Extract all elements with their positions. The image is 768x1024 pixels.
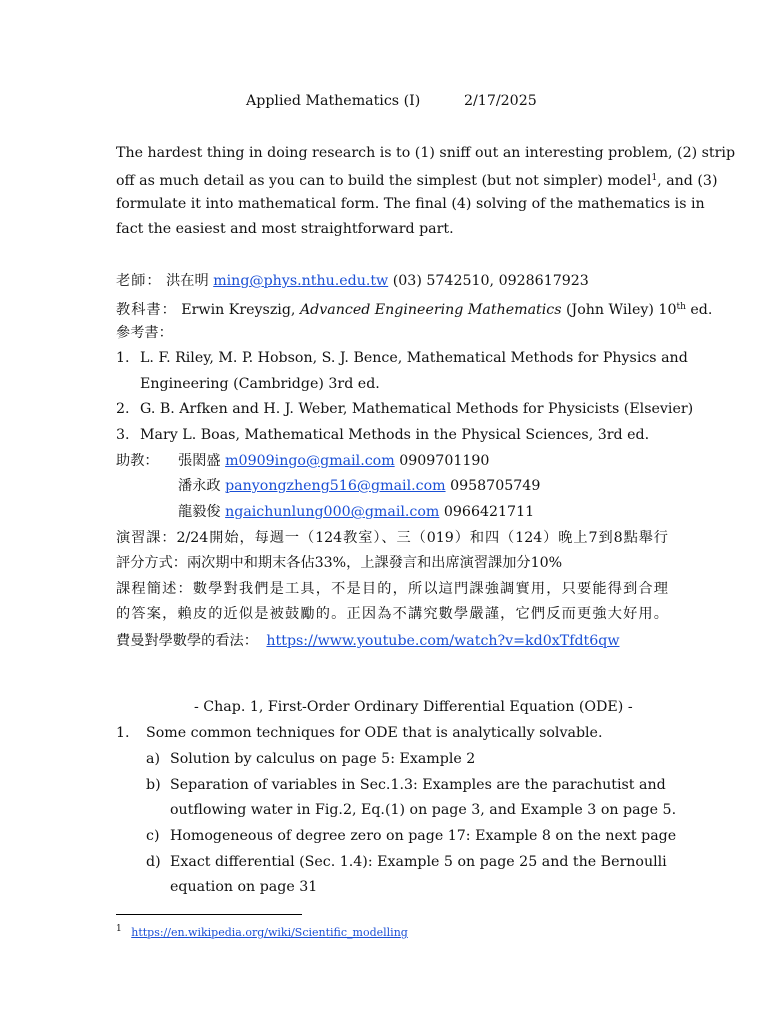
- reference-1-line-1: L. F. Riley, M. P. Hobson, S. J. Bence, Mathematical Methods for Physics and: [140, 350, 688, 366]
- textbook-author: Erwin Kreyszig,: [181, 302, 300, 318]
- course-desc-line-1: 課程簡述：數學對我們是工具，不是目的，所以這門課強調實用，只要能得到合理: [116, 581, 668, 597]
- reference-1-num: 1.: [116, 350, 130, 366]
- grading-line: 評分方式：兩次期中和期末各佔33%，上課發言和出席演習課加分10%: [116, 555, 563, 571]
- doc-date: 2/17/2025: [464, 93, 537, 109]
- textbook-label: 教科書：: [116, 302, 177, 318]
- doc-title: Applied Mathematics (I): [246, 93, 421, 109]
- teacher-phone: (03) 5742510, 0928617923: [392, 273, 589, 289]
- footnote-link[interactable]: https://en.wikipedia.org/wiki/Scientific_modelling: [131, 926, 408, 939]
- chapter-item-1-num: 1.: [116, 725, 130, 741]
- chapter-heading: - Chap. 1, First-Order Ordinary Differential Equation (ODE) -: [194, 699, 633, 715]
- textbook-sup: th: [676, 302, 686, 312]
- subitem-b-label: b): [146, 777, 161, 793]
- footnote: [116, 921, 408, 941]
- references-label: 參考書：: [116, 325, 173, 341]
- feynman-video-link[interactable]: https://www.youtube.com/watch?v=kd0xTfdt6qw: [266, 633, 620, 649]
- reference-3-num: 3.: [116, 427, 130, 443]
- ta-1-phone: 0909701190: [399, 453, 490, 469]
- teacher-name: 洪在明: [166, 273, 209, 289]
- teacher-email-link[interactable]: ming@phys.nthu.edu.tw: [213, 273, 389, 289]
- ta-3-email-link[interactable]: ngaichunlung000@gmail.com: [225, 504, 440, 520]
- intro-line-3: formulate it into mathematical form. The final (4) solving of the mathematics is in: [116, 196, 705, 212]
- subitem-b-line-2: outflowing water in Fig.2, Eq.(1) on page 3, and Example 3 on page 5.: [170, 802, 677, 818]
- intro-line-1: The hardest thing in doing research is to (1) sniff out an interesting problem, (2) strip: [116, 145, 736, 161]
- subitem-d-line-1: Exact differential (Sec. 1.4): Example 5 on page 25 and the Bernoulli: [170, 854, 667, 870]
- textbook-title: Advanced Engineering Mathematics: [299, 302, 562, 318]
- document-page: [116, 0, 736, 1024]
- teacher-label: 老師：: [116, 273, 162, 289]
- subitem-a-text: Solution by calculus on page 5: Example 2: [170, 751, 476, 767]
- ta-2-name: 潘永政: [178, 478, 221, 494]
- recitation-line: 演習課：2/24開始，每週一（124教室）、三（019）和四（124）晚上7到8點舉行: [116, 530, 668, 546]
- reference-2-text: G. B. Arfken and H. J. Weber, Mathematical Methods for Physicists (Elsevier): [140, 401, 694, 417]
- ta-2: [178, 476, 540, 496]
- footnote-num: 1: [116, 924, 122, 934]
- ta-2-phone: 0958705749: [450, 478, 541, 494]
- reference-2-num: 2.: [116, 401, 130, 417]
- reference-1-line-2: Engineering (Cambridge) 3rd ed.: [140, 376, 380, 392]
- intro-line-2-a: off as much detail as you can to build the simplest (but not simpler) model: [116, 173, 652, 189]
- reference-3-text: Mary L. Boas, Mathematical Methods in the Physical Sciences, 3rd ed.: [140, 427, 650, 443]
- ta-1: [178, 451, 489, 471]
- ta-3: [178, 502, 534, 522]
- feynman-line: [116, 631, 620, 651]
- course-desc-line-2: 的答案，賴皮的近似是被鼓勵的。正因為不講究數學嚴謹，它們反而更強大好用。: [116, 606, 668, 622]
- teacher-line: [116, 271, 589, 291]
- intro-line-2-b: , and (3): [657, 173, 718, 189]
- subitem-d-line-2: equation on page 31: [170, 879, 318, 895]
- intro-line-4: fact the easiest and most straightforward part.: [116, 221, 454, 237]
- chapter-item-1-text: Some common techniques for ODE that is analytically solvable.: [146, 725, 603, 741]
- ta-3-name: 龍毅俊: [178, 504, 221, 520]
- subitem-d-label: d): [146, 854, 161, 870]
- subitem-a-label: a): [146, 751, 160, 767]
- textbook-pub: (John Wiley) 10: [561, 302, 677, 318]
- intro-line-2: [116, 168, 718, 191]
- footnote-ref[interactable]: 1: [651, 173, 658, 183]
- textbook-ed: ed.: [685, 302, 713, 318]
- ta-3-phone: 0966421711: [443, 504, 535, 520]
- subitem-c-label: c): [146, 828, 160, 844]
- subitem-c-text: Homogeneous of degree zero on page 17: Example 8 on the next page: [170, 828, 677, 844]
- feynman-label: 費曼對學數學的看法：: [116, 633, 258, 649]
- ta-2-email-link[interactable]: panyongzheng516@gmail.com: [225, 478, 446, 494]
- textbook-line: [116, 297, 712, 320]
- subitem-b-line-1: Separation of variables in Sec.1.3: Examples are the parachutist and: [170, 777, 666, 793]
- footnote-divider: [116, 914, 302, 915]
- ta-1-name: 張閎盛: [178, 453, 221, 469]
- ta-label: 助教：: [116, 453, 159, 469]
- ta-1-email-link[interactable]: m0909ingo@gmail.com: [225, 453, 395, 469]
